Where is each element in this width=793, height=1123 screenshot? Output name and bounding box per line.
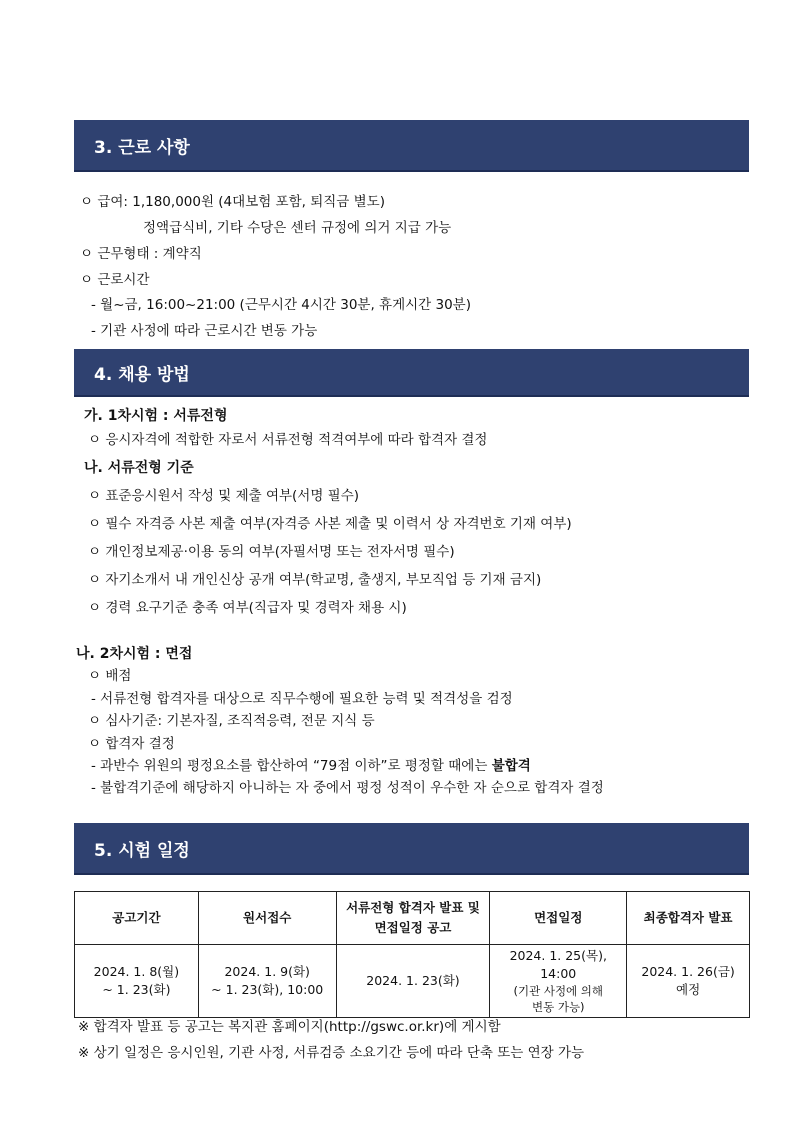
work-hours-title: ㅇ 근로시간 — [80, 272, 150, 288]
criteria-item: ㅇ 경력 요구기준 충족 여부(직급자 및 경력자 채용 시) — [88, 600, 407, 616]
cell-application — [198, 945, 336, 1018]
first-exam-desc: ㅇ 응시자격에 적합한 자로서 서류전형 적격여부에 따라 합격자 결정 — [88, 432, 488, 448]
cell-line: 2024. 1. 26(금) — [641, 964, 735, 979]
criteria-item: ㅇ 표준응시원서 작성 및 제출 여부(서명 필수) — [88, 488, 360, 504]
cell-line: ~ 1. 23(화) — [102, 982, 171, 997]
header-interview-date: 면접일정 — [490, 892, 627, 945]
cell-line: 변동 가능) — [531, 1000, 585, 1014]
decision-rule-2: - 불합격기준에 해당하지 아니하는 자 중에서 평정 성적이 우수한 자 순으로 합격자 결정 — [91, 780, 604, 796]
work-hours-note: - 기관 사정에 따라 근로시간 변동 가능 — [91, 323, 318, 339]
work-hours-detail: - 월~금, 16:00~21:00 (근무시간 4시간 30분, 휴게시간 30분) — [91, 297, 471, 313]
salary-extra-line: 정액급식비, 기타 수당은 센터 규정에 의거 지급 가능 — [143, 220, 452, 236]
cell-line: 2024. 1. 8(월) — [93, 964, 180, 979]
cell-announcement-period — [75, 945, 199, 1018]
header-announcement-period: 공고기간 — [75, 892, 199, 945]
first-exam-title: 가. 1차시험 : 서류전형 — [84, 408, 228, 424]
cell-document-result — [336, 945, 490, 1018]
score-desc: - 서류전형 합격자를 대상으로 직무수행에 필요한 능력 및 적격성을 검정 — [91, 691, 513, 707]
section-title: 4. 채용 방법 — [94, 364, 190, 385]
cell-line: 14:00 — [540, 966, 577, 981]
schedule-note: ※ 상기 일정은 응시인원, 기관 사정, 서류검증 소요기간 등에 따라 단축 또는 연장 가능 — [78, 1045, 585, 1061]
section-header-work-conditions — [74, 120, 749, 172]
cell-line: 예정 — [676, 982, 701, 997]
schedule-note: ※ 합격자 발표 등 공고는 복지관 홈페이지(http://gswc.or.kr)에 게시함 — [78, 1019, 501, 1035]
decision-title: ㅇ 합격자 결정 — [88, 736, 175, 752]
table-header-row — [75, 892, 750, 945]
score-title: ㅇ 배점 — [88, 668, 132, 684]
criteria-item: ㅇ 개인정보제공·이용 동의 여부(자필서명 또는 전자서명 필수) — [88, 544, 455, 560]
salary-line: ㅇ 급여: 1,180,000원 (4대보험 포함, 퇴직금 별도) — [80, 194, 385, 210]
header-final-result: 최종합격자 발표 — [627, 892, 750, 945]
cell-line: 2024. 1. 25(목), — [509, 948, 607, 963]
decision-rule-text: - 과반수 위원의 평정요소를 합산하여 “79점 이하”로 평정할 때에는 — [91, 758, 492, 774]
table-row — [75, 945, 750, 1018]
fail-emphasis: 불합격 — [491, 758, 531, 774]
document-criteria-title: 나. 서류전형 기준 — [84, 460, 194, 476]
second-exam-title: 나. 2차시험 : 면접 — [76, 646, 193, 662]
criteria-item: ㅇ 필수 자격증 사본 제출 여부(자격증 사본 제출 및 이력서 상 자격번호 기재 여부) — [88, 516, 572, 532]
cell-interview-date — [490, 945, 627, 1018]
criteria-item: ㅇ 자기소개서 내 개인신상 공개 여부(학교명, 출생지, 부모직업 등 기재 금지) — [88, 572, 542, 588]
header-application: 원서접수 — [198, 892, 336, 945]
schedule-table — [74, 891, 750, 1018]
cell-line: 2024. 1. 9(화) — [224, 964, 310, 979]
decision-rule-1 — [91, 757, 531, 775]
cell-final-result — [627, 945, 750, 1018]
review-criteria: ㅇ 심사기준: 기본자질, 조직적응력, 전문 지식 등 — [88, 713, 375, 729]
cell-line: (기관 사정에 의해 — [513, 984, 604, 998]
section-header-hiring-method — [74, 349, 749, 397]
employment-type-line: ㅇ 근무형태 : 계약직 — [80, 246, 202, 262]
section-title: 5. 시험 일정 — [94, 840, 190, 861]
cell-line: 2024. 1. 23(화) — [366, 973, 460, 988]
section-header-exam-schedule — [74, 823, 749, 875]
header-document-result — [336, 892, 490, 945]
header-document-result-line2: 면접일정 공고 — [374, 920, 452, 935]
section-title: 3. 근로 사항 — [94, 137, 190, 158]
cell-line: ~ 1. 23(화), 10:00 — [211, 982, 324, 997]
header-document-result-line1: 서류전형 합격자 발표 및 — [346, 900, 480, 915]
